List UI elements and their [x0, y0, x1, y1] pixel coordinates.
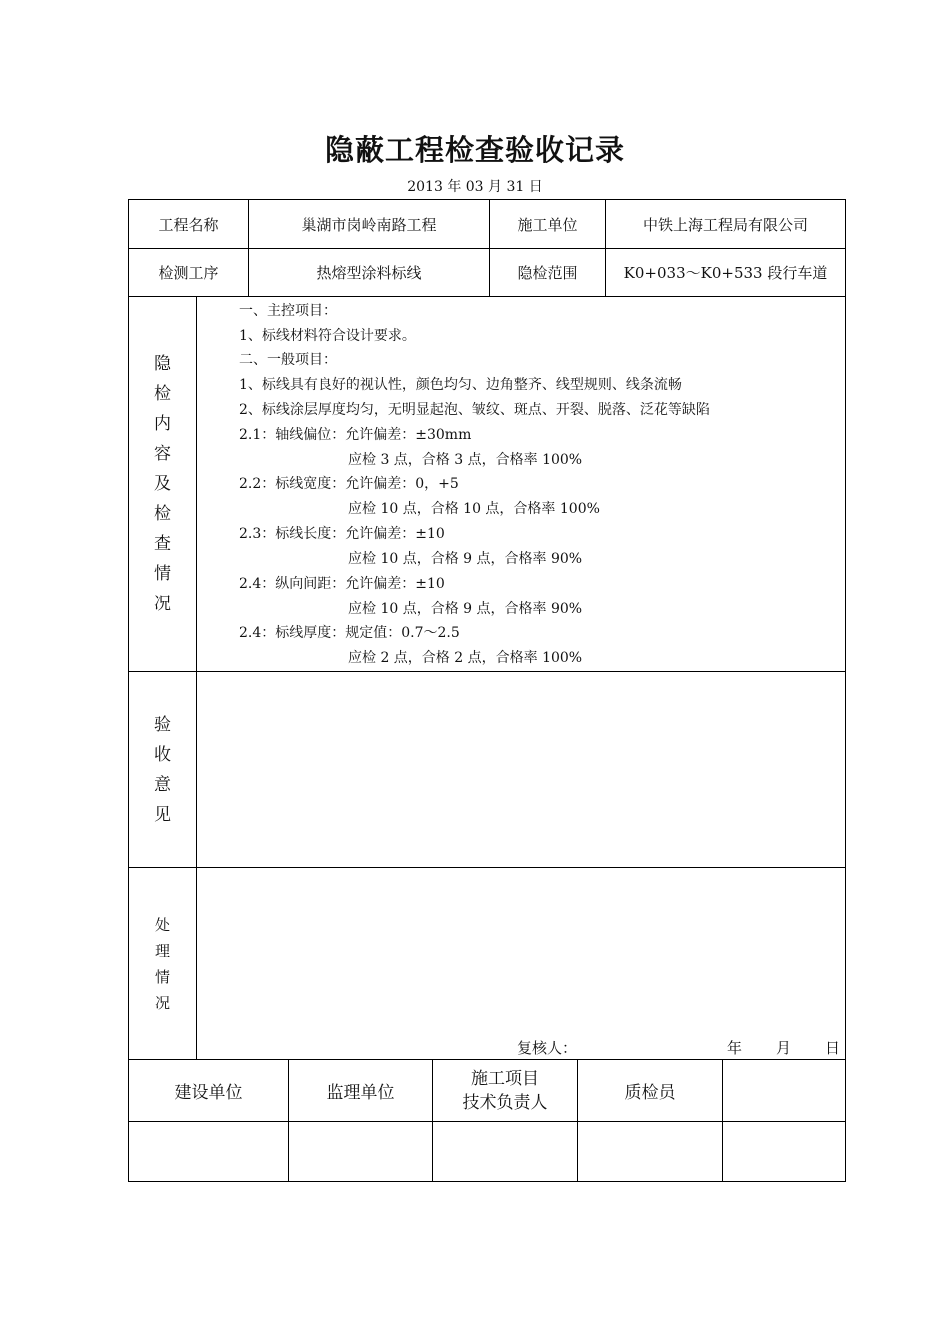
signature-blank-header — [723, 1060, 846, 1122]
acceptance-label — [129, 710, 196, 830]
process-label: 检测工序 — [129, 249, 249, 297]
inspection-line: 应检 3 点，合格 3 点，合格率 100% — [348, 452, 583, 468]
handling-label-cell — [129, 868, 197, 1060]
contractor-label: 施工单位 — [490, 200, 606, 249]
inspection-line: 1、标线具有良好的视认性，颜色均匀、边角整齐、线型规则、线条流畅 — [239, 377, 682, 393]
tech-lead-line1: 施工项目 — [471, 1068, 539, 1089]
signature-row — [129, 1122, 846, 1182]
reviewer-label: 复核人： — [517, 1039, 578, 1057]
qc-signature — [578, 1122, 723, 1182]
inspection-label-char: 隐 — [154, 354, 171, 374]
inspection-line: 2.2：标线宽度：允许偏差：0，+5 — [239, 476, 459, 492]
process-row — [129, 249, 846, 297]
inspection-label-char: 检 — [154, 504, 171, 524]
inspection-line: 2.4：纵向间距：允许偏差：±10 — [239, 576, 445, 592]
project-name: 巢湖市岗岭南路工程 — [249, 200, 490, 249]
inspection-line: 应检 10 点，合格 9 点，合格率 90% — [348, 551, 583, 567]
document-date: 2013 年 03 月 31 日 — [407, 179, 543, 195]
tech-lead-signature — [433, 1122, 578, 1182]
inspection-line: 应检 10 点，合格 9 点，合格率 90% — [348, 601, 583, 617]
inspection-label-char: 查 — [154, 534, 171, 554]
inspection-row — [129, 297, 846, 672]
day-label: 日 — [825, 1039, 841, 1057]
inspection-line: 应检 2 点，合格 2 点，合格率 100% — [348, 650, 583, 666]
handling-label-char: 情 — [154, 967, 170, 986]
inspection-label-cell — [129, 297, 197, 672]
project-name-label: 工程名称 — [129, 200, 249, 249]
inspection-line: 2.3：标线长度：允许偏差：±10 — [239, 526, 445, 542]
document-title: 隐蔽工程检查验收记录 — [324, 133, 625, 167]
handling-label-char: 处 — [154, 915, 170, 934]
month-label: 月 — [776, 1039, 792, 1057]
inspection-line: 2.4：标线厚度：规定值：0.7～2.5 — [239, 625, 460, 641]
signature-blank — [723, 1122, 846, 1182]
supervisor-label: 监理单位 — [289, 1060, 433, 1122]
project-row — [129, 200, 846, 249]
signature-header-row — [129, 1060, 846, 1122]
record-table — [128, 199, 846, 1060]
year-label: 年 — [727, 1039, 743, 1057]
acceptance-label-cell — [129, 672, 197, 868]
acceptance-opinion — [197, 672, 846, 868]
inspection-label-char: 况 — [154, 594, 171, 614]
handling-label-char: 况 — [154, 993, 170, 1012]
range: K0+033～K0+533 段行车道 — [606, 249, 846, 297]
acceptance-label-char: 验 — [154, 714, 171, 735]
handling-row — [129, 868, 846, 1060]
acceptance-label-char: 意 — [154, 774, 171, 795]
inspection-line: 一、主控项目： — [239, 303, 337, 319]
inspection-line: 二、一般项目： — [239, 352, 337, 368]
inspection-line: 应检 10 点，合格 10 点，合格率 100% — [348, 501, 600, 517]
supervisor-signature — [289, 1122, 433, 1182]
client-signature — [129, 1122, 289, 1182]
inspection-content-cell — [197, 297, 846, 672]
acceptance-label-char: 见 — [154, 804, 171, 825]
handling-content — [197, 868, 846, 1060]
acceptance-row — [129, 672, 846, 868]
signature-table — [128, 1059, 846, 1182]
inspection-label-char: 情 — [154, 564, 171, 584]
handling-label-char: 理 — [154, 941, 170, 960]
tech-lead-label — [433, 1060, 578, 1122]
inspection-label — [129, 349, 196, 619]
inspection-label-char: 及 — [154, 474, 171, 494]
inspection-label-char: 容 — [154, 444, 171, 464]
contractor: 中铁上海工程局有限公司 — [606, 200, 846, 249]
acceptance-label-char: 收 — [154, 744, 171, 765]
inspection-content — [197, 297, 845, 671]
tech-lead-line2: 技术负责人 — [462, 1092, 548, 1113]
inspection-line: 2.1：轴线偏位：允许偏差：±30mm — [239, 427, 472, 443]
date-placeholder — [727, 1037, 840, 1058]
process: 热熔型涂料标线 — [249, 249, 490, 297]
range-label: 隐检范围 — [490, 249, 606, 297]
inspection-label-char: 内 — [154, 414, 171, 434]
qc-label: 质检员 — [578, 1060, 723, 1122]
client-label: 建设单位 — [129, 1060, 289, 1122]
inspection-line: 1、标线材料符合设计要求。 — [239, 328, 416, 344]
inspection-line: 2、标线涂层厚度均匀，无明显起泡、皱纹、斑点、开裂、脱落、泛花等缺陷 — [239, 402, 710, 418]
inspection-label-char: 检 — [154, 384, 171, 404]
handling-label — [129, 912, 196, 1016]
